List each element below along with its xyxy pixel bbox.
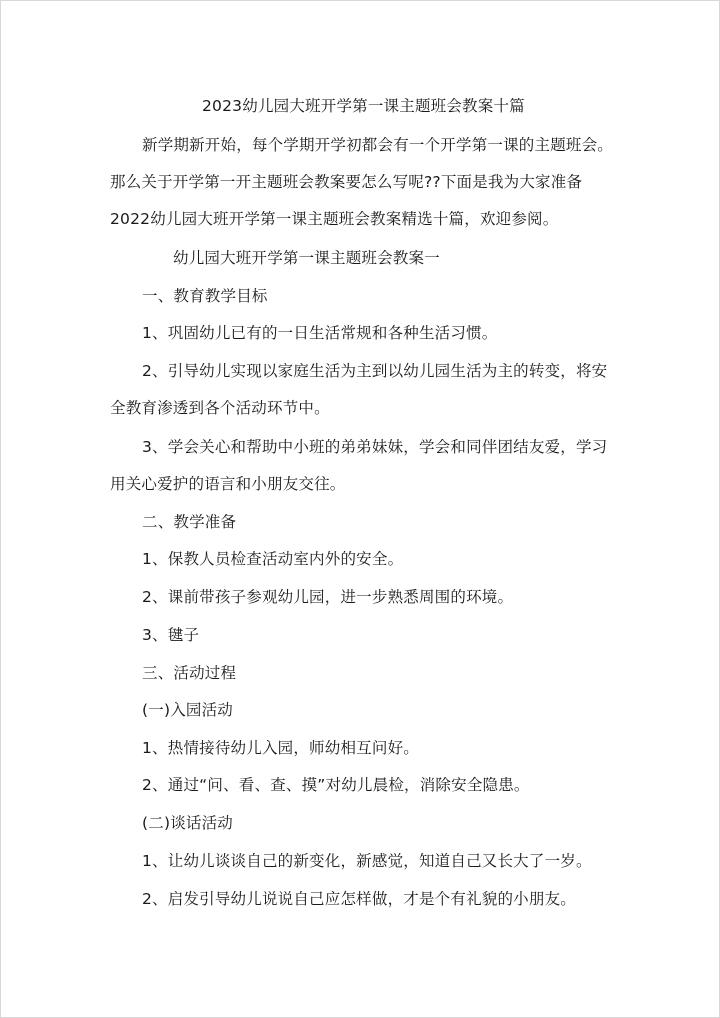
arrival-item-2: 2、通过“问、看、查、摸”对幼儿晨检，消除安全隐患。 (142, 776, 530, 794)
section-heading-goals: 一、教育教学目标 (142, 287, 268, 305)
section-heading-process: 三、活动过程 (142, 664, 237, 682)
intro-line-1: 新学期新开始，每个学期开学初都会有一个开学第一课的主题班会。 (142, 136, 614, 154)
goal-item-3-line-1: 3、学会关心和帮助中小班的弟弟妹妹，学会和同伴团结友爱，学习 (142, 438, 608, 456)
intro-line-3: 2022幼儿园大班开学第一课主题班会教案精选十篇，欢迎参阅。 (110, 210, 559, 228)
prep-item-1: 1、保教人员检查活动室内外的安全。 (142, 550, 404, 568)
goal-item-2-line-2: 全教育渗透到各个活动环节中。 (110, 399, 330, 417)
lesson-subtitle: 幼儿园大班开学第一课主题班会教案一 (173, 249, 440, 267)
subsection-heading-conversation: (二)谈话活动 (142, 814, 233, 832)
document-title: 2023幼儿园大班开学第一课主题班会教案十篇 (202, 97, 525, 115)
goal-item-1: 1、巩固幼儿已有的一日生活常规和各种生活习惯。 (142, 324, 498, 342)
arrival-item-1: 1、热情接待幼儿入园，师幼相互问好。 (142, 739, 419, 757)
prep-item-3: 3、毽子 (142, 626, 200, 644)
section-heading-preparation: 二、教学准备 (142, 513, 237, 531)
intro-line-2: 那么关于开学第一开主题班会教案要怎么写呢??下面是我为大家准备 (110, 173, 583, 191)
conversation-item-1: 1、让幼儿谈谈自己的新变化，新感觉，知道自己又长大了一岁。 (142, 852, 592, 870)
goal-item-3-line-2: 用关心爱护的语言和小朋友交往。 (110, 475, 346, 493)
goal-item-2-line-1: 2、引导幼儿实现以家庭生活为主到以幼儿园生活为主的转变，将安 (142, 362, 608, 380)
conversation-item-2: 2、启发引导幼儿说说自己应怎样做，才是个有礼貌的小朋友。 (142, 890, 576, 908)
prep-item-2: 2、课前带孩子参观幼儿园，进一步熟悉周围的环境。 (142, 588, 514, 606)
subsection-heading-arrival: (一)入园活动 (142, 701, 233, 719)
